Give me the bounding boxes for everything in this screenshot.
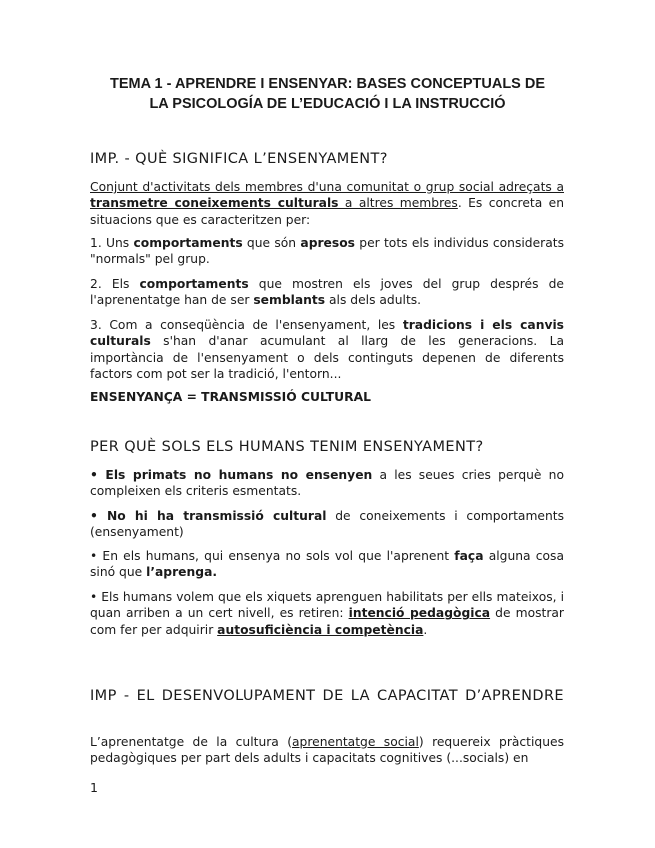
bullet-humans: • En els humans, qui ensenya no sols vol que l'aprenent faça alguna cosa sinó que l’aprenga. [90, 549, 564, 580]
list-item-3: 3. Com a conseqüència de l'ensenyament, les tradicions i els canvis culturals s'han d'anar acumulant al llarg de les generacions. La importància de l'ensenyament o dels continguts depenen de diferents factors com pot ser la tradició, l'entorn... [90, 318, 564, 381]
page-number: 1 [90, 780, 98, 795]
bullet-xiquets: • Els humans volem que els xiquets aprenguen habilitats per ells mateixos, i quan arriben a un cert nivell, es retiren: intenció pedagògica de mostrar com fer per adquirir autosuficiència i competència. [90, 590, 564, 637]
section-heading-ensenyament: IMP. - QUÈ SIGNIFICA L’ENSENYAMENT? [90, 151, 388, 167]
section-heading-humans: PER QUÈ SOLS ELS HUMANS TENIM ENSENYAMENT? [90, 439, 484, 455]
equation-line: ENSENYANÇA = TRANSMISSIÓ CULTURAL [90, 390, 371, 404]
list-item-2: 2. Els comportaments que mostren els joves del grup després de l'aprenentatge han de ser semblants als dels adults. [90, 277, 564, 308]
document-title [90, 74, 565, 114]
paragraph-aprenentatge: L’aprenentatge de la cultura (aprenentatge social) requereix pràctiques pedagògiques per part dels adults i capacitats cognitives (...socials) en [90, 735, 564, 766]
paragraph-definition: Conjunt d'activitats dels membres d'una comunitat o grup social adreçats a transmetre coneixements culturals a altres membres. Es concreta en situacions que es caracteritzen per: [90, 180, 564, 227]
bullet-primats: • Els primats no humans no ensenyen a les seues cries perquè no compleixen els criteris esmentats. [90, 468, 565, 499]
list-item-1: 1. Uns comportaments que són apresos per tots els individus considerats "normals" pel grup. [90, 236, 564, 267]
bullet-transmissio: • No hi ha transmissió cultural de coneixements i comportaments (ensenyament) [90, 509, 565, 540]
title-line-1: TEMA 1 - APRENDRE I ENSENYAR: BASES CONCEPTUALS DE [109, 76, 546, 92]
title-line-2: LA PSICOLOGÍA DE L’EDUCACIÓ I LA INSTRUCCIÓ [149, 96, 506, 112]
section-heading-capacitat: IMP - EL DESENVOLUPAMENT DE LA CAPACITAT D’APRENDRE [90, 688, 564, 704]
